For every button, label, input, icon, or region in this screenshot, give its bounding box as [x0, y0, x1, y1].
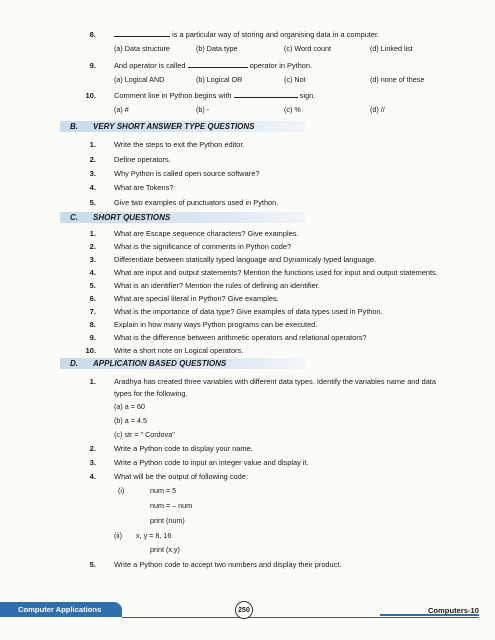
- option-d: (d) Linked list: [370, 44, 413, 53]
- question-text: And operator is called operator in Python.: [114, 61, 313, 70]
- option-b: (b) Data type: [196, 44, 238, 53]
- option-c: (c) Not: [284, 75, 306, 84]
- fill-blank: [234, 91, 298, 98]
- code-line: num = 5: [150, 486, 177, 495]
- question-text: Comment line in Python begins with sign.: [114, 91, 316, 100]
- question-number: 10.: [85, 91, 96, 100]
- fill-blank: [188, 61, 248, 68]
- code-line: x, y = 8, 16: [136, 531, 172, 540]
- footer-divider: [122, 617, 479, 618]
- textbook-page: 8. is a particular way of storing and organising data in a computer. (a) Data structure (b) Data type (c) Word count (d) Linked list 9. And operator is called operator in Python. (a) Logical AND (b) Logical OR (c) Not (d) none of these 10. Comment line in Python begins with sign. (a) # (b) - (c) % (d) // B. VERY SHORT ANSWER TYPE QUESTIONS 1. Write the steps to exit the Python editor. 2. Define operators. 3. Why Python is called open source software? 4. What are Tokens? 5. Give two examples of punctuators used in Python. C. SHORT QUESTIONS 1. What are Escape sequence characters? Give examples. 2. What is the significance of comments in Python code? 3. Differentiate between statically typed language and Dynamicaly typed language. 4. What are input and output statements? Mention the functions used for input and output statements. 5. What is an identifier? Mention the rules of defining an identifier. 6. What are special literal in Python? Give examples. 7. What is the importance of data type? Give examples of data types used in Python. 8. Explain in how many ways Python programs can be executed. 9. What is the difference between arithmetic operators and relational operators? 10. Write a short note on Logical operators. D. APPLICATION BASED QUESTIONS 1. Aradhya has created three variables with different data types. Identify the variables name and data types for the following. (a) a = 60 (b) a = 4.5 (c) str = " Cordova" 2. Write a Python code to display your name. 3. Write a Python code to input an integer value and display it. 4. What will be the output of following code: (i) num = 5 num = – num print (num) (ii) x, y = 8, 16 print (x,y) 5. Write a Python code to accept two numbers and display their product. Computer Applications 250 Computers-10: [0, 0, 495, 640]
- section-b-header: [60, 121, 305, 132]
- section-letter: B.: [70, 122, 78, 131]
- option-d: (d) none of these: [370, 75, 425, 84]
- sub-item: (a) a = 60: [114, 402, 145, 411]
- question-number: 8.: [89, 30, 96, 39]
- section-letter: C.: [70, 213, 78, 222]
- option-b: (b) Logical OR: [196, 75, 243, 84]
- question-number: 9.: [89, 61, 96, 70]
- fill-blank: [114, 30, 170, 37]
- question-text: is a particular way of storing and organising data in a computer.: [114, 30, 379, 39]
- code-line: print (num): [150, 516, 185, 525]
- sub-item: (b) a = 4.5: [114, 416, 147, 425]
- option-a: (a) Data structure: [114, 44, 170, 53]
- option-c: (c) Word count: [284, 44, 331, 53]
- section-c-header: [60, 212, 305, 223]
- sub-item: (c) str = " Cordova": [114, 430, 175, 439]
- option-c: (c) %: [284, 105, 301, 114]
- section-title: VERY SHORT ANSWER TYPE QUESTIONS: [93, 122, 255, 131]
- footer-book-title: Computers-10: [427, 606, 479, 615]
- page-number: 250: [235, 601, 253, 619]
- option-d: (d) //: [370, 105, 385, 114]
- section-title: APPLICATION BASED QUESTIONS: [93, 359, 227, 368]
- section-title: SHORT QUESTIONS: [93, 213, 171, 222]
- option-a: (a) #: [114, 105, 129, 114]
- code-line: num = – num: [150, 501, 193, 510]
- option-b: (b) -: [196, 105, 210, 114]
- sub-label: (i): [118, 486, 125, 495]
- sub-label: (ii): [114, 531, 122, 540]
- footer-subject: Computer Applications: [0, 602, 122, 617]
- section-d-header: [60, 358, 305, 369]
- section-letter: D.: [70, 359, 78, 368]
- code-line: print (x,y): [150, 545, 180, 554]
- option-a: (a) Logical AND: [114, 75, 165, 84]
